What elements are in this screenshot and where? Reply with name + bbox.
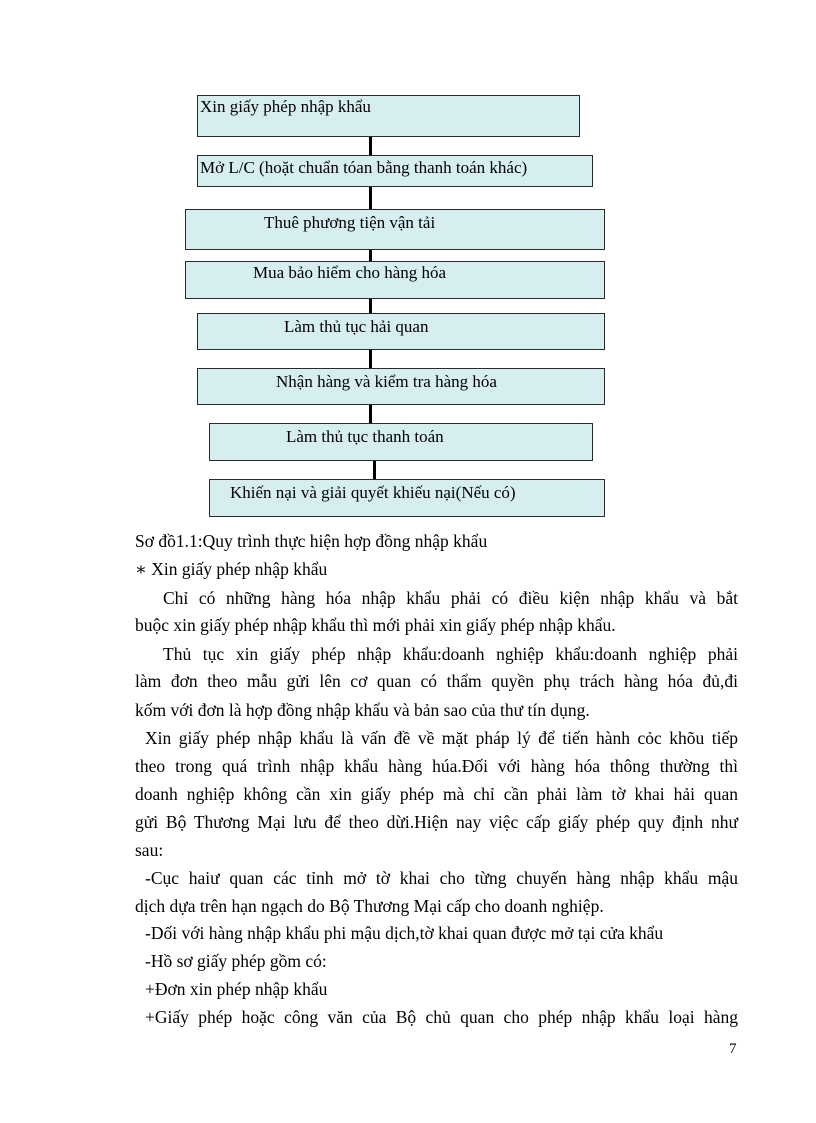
body-line: theo trong quá trình nhập khẩu hàng húa.Đối với hàng hóa thông thường thì [135, 756, 738, 776]
flow-step-claims [209, 479, 605, 517]
flow-step-label: Xin giấy phép nhập khẩu [200, 97, 371, 116]
flow-connector [369, 186, 372, 210]
flow-step-hire-transport [185, 209, 605, 250]
asterisk-bullet-icon: ∗ [135, 559, 147, 579]
body-line: -Cục haiư quan các tỉnh mở tờ khai cho từng chuyến hàng nhập khẩu mậu [145, 868, 738, 888]
flow-step-label: Nhận hàng và kiểm tra hàng hóa [276, 372, 497, 391]
body-line: kốm với đơn là hợp đồng nhập khẩu và bản sao của thư tín dụng. [135, 700, 590, 720]
section-heading-text: Xin giấy phép nhập khẩu [151, 559, 328, 579]
body-line: gửi Bộ Thương Mại lưu để theo dừi.Hiện nay việc cấp giấy phép quy định như [135, 812, 738, 832]
body-line: buộc xin giấy phép nhập khẩu thì mới phải xin giấy phép nhập khẩu. [135, 615, 616, 635]
body-line: +Đơn xin phép nhập khẩu [145, 979, 328, 999]
flow-step-label: Mở L/C (hoặt chuẩn tóan bằng thanh toán khác) [200, 158, 528, 177]
flow-step-payment [209, 423, 593, 461]
body-line: doanh nghiệp không cần xin giấy phép mà chỉ cần phải làm tờ khai hải quan [135, 784, 738, 804]
flow-step-receive-goods [197, 368, 605, 405]
flow-connector [369, 136, 372, 156]
body-line: -Dối với hàng nhập khẩu phi mậu dịch,tờ khai quan được mở tại cửa khẩu [145, 923, 664, 943]
flow-connector [369, 349, 372, 369]
flow-step-label: Thuê phương tiện vận tải [264, 213, 436, 232]
flow-step-label: Khiến nại và giải quyết khiếu nại(Nếu có) [230, 483, 516, 502]
body-line: Chỉ có những hàng hóa nhập khẩu phải có điều kiện nhập khẩu và bắt [163, 588, 738, 608]
body-line: Thủ tục xin giấy phép nhập khẩu:doanh nghiệp khẩu:doanh nghiệp phải [163, 644, 738, 664]
flow-connector [369, 298, 372, 314]
body-line: Xin giấy phép nhập khẩu là vấn đề về mặt pháp lý để tiến hành cỏc khõu tiếp [145, 728, 738, 748]
flow-connector [369, 404, 372, 424]
flow-step-open-lc [197, 155, 593, 187]
flow-connector [373, 460, 376, 480]
body-line: dịch dựa trên hạn ngạch do Bộ Thương Mại cấp cho doanh nghiệp. [135, 896, 604, 916]
section-heading [135, 557, 327, 581]
flow-step-customs [197, 313, 605, 350]
flow-step-label: Làm thủ tục thanh toán [286, 427, 444, 446]
flow-step-import-license [197, 95, 580, 137]
flow-step-buy-insurance [185, 261, 605, 299]
body-line: sau: [135, 840, 164, 860]
flow-step-label: Mua bảo hiểm cho hàng hóa [253, 263, 447, 282]
diagram-caption: Sơ đồ1.1:Quy trình thực hiện hợp đồng nhập khẩu [135, 531, 488, 551]
body-line: +Giấy phép hoặc công văn của Bộ chủ quan cho phép nhập khẩu loại hàng [145, 1007, 738, 1027]
page-number: 7 [729, 1041, 737, 1057]
flow-step-label: Làm thủ tục hải quan [284, 317, 429, 336]
body-line: làm đơn theo mẫu gửi lên cơ quan có thẩm quyền phụ trách hàng hóa đủ,đi [135, 671, 738, 691]
body-line: -Hồ sơ giấy phép gồm có: [145, 951, 327, 971]
